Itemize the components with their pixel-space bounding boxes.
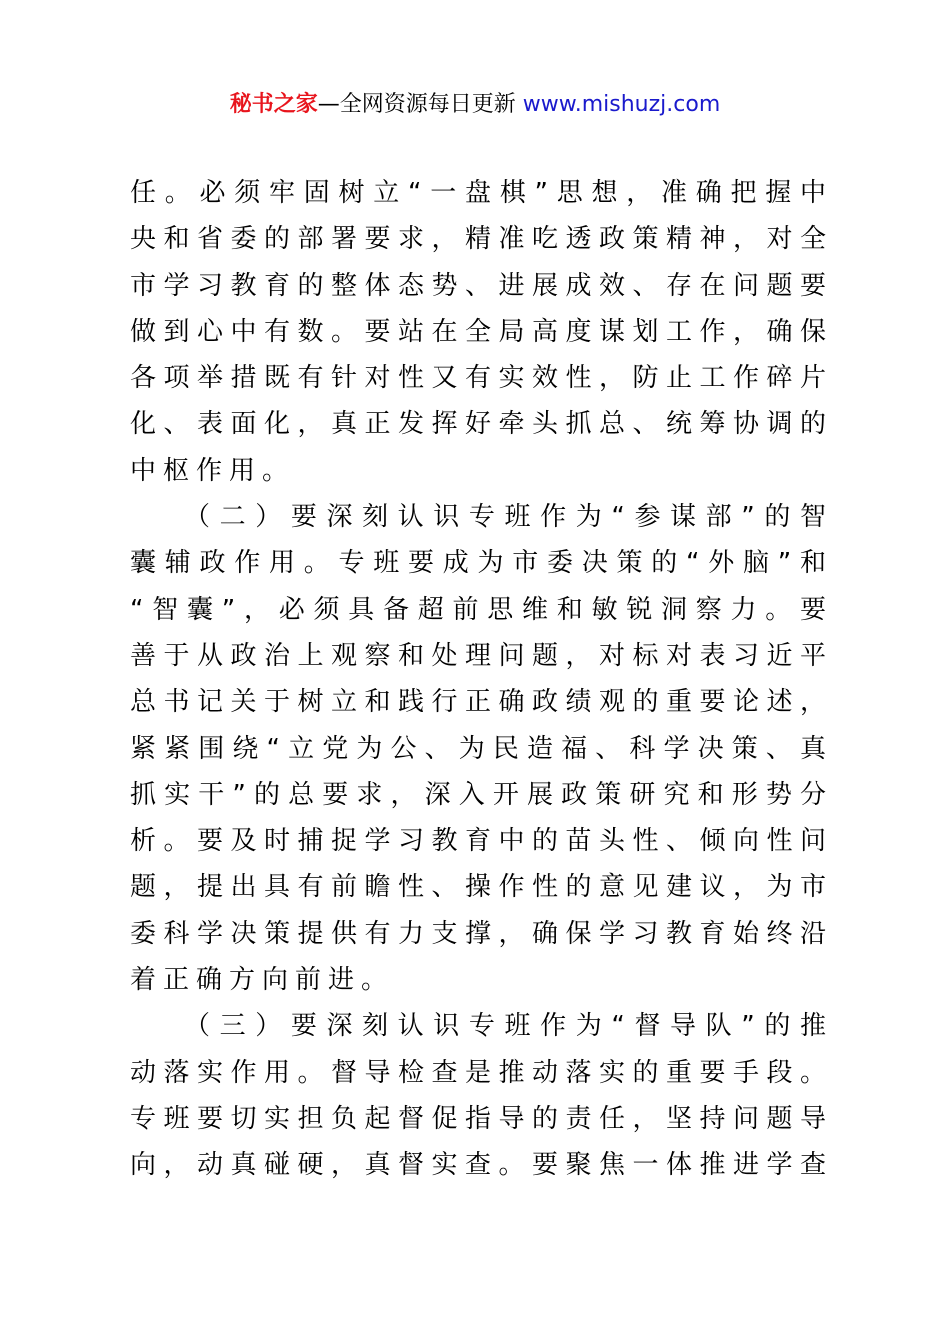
- document-body: [130, 170, 826, 1189]
- text-line: 题，提出具有前瞻性、操作性的意见建议，为市: [130, 872, 826, 903]
- text-line: 动落实作用。督导检查是推动落实的重要手段。: [130, 1057, 826, 1088]
- text-line: 向，动真碰硬，真督实查。要聚焦一体推进学查: [130, 1150, 826, 1181]
- text-line: 专班要切实担负起督促指导的责任，坚持问题导: [130, 1103, 826, 1134]
- text-line: 着正确方向前进。: [130, 965, 395, 996]
- text-line: 善于从政治上观察和处理问题，对标对表习近平: [130, 640, 826, 671]
- text-line: 紧紧围绕“立党为公、为民造福、科学决策、真: [130, 733, 826, 764]
- text-line: 囊辅政作用。专班要成为市委决策的“外脑”和: [130, 548, 826, 579]
- brand-name: 秘书之家: [229, 92, 318, 117]
- site-header: [0, 88, 950, 122]
- text-line: “智囊”，必须具备超前思维和敏锐洞察力。要: [130, 594, 826, 625]
- text-line: 析。要及时捕捉学习教育中的苗头性、倾向性问: [130, 826, 826, 857]
- text-line: 做到心中有数。要站在全局高度谋划工作，确保: [130, 316, 826, 347]
- section-heading-line: （三）要深刻认识专班作为“督导队”的推: [184, 1011, 826, 1042]
- text-line: 委科学决策提供有力支撑，确保学习教育始终沿: [130, 918, 826, 949]
- section-heading-line: （二）要深刻认识专班作为“参谋部”的智: [184, 502, 826, 533]
- text-line: 各项举措既有针对性又有实效性，防止工作碎片: [130, 363, 826, 394]
- text-line: 抓实干”的总要求，深入开展政策研究和形势分: [130, 779, 826, 810]
- text-line: 市学习教育的整体态势、进展成效、存在问题要: [130, 270, 826, 301]
- header-tagline: —全网资源每日更新: [317, 92, 523, 117]
- site-url-link[interactable]: www.mishuzj.com: [522, 92, 721, 117]
- text-line: 总书记关于树立和践行正确政绩观的重要论述，: [130, 687, 826, 718]
- text-line: 化、表面化，真正发挥好牵头抓总、统筹协调的: [130, 409, 826, 440]
- text-line: 中枢作用。: [130, 455, 296, 486]
- text-line: 任。必须牢固树立“一盘棋”思想，准确把握中: [130, 178, 826, 208]
- text-line: 央和省委的部署要求，精准吃透政策精神，对全: [130, 224, 826, 255]
